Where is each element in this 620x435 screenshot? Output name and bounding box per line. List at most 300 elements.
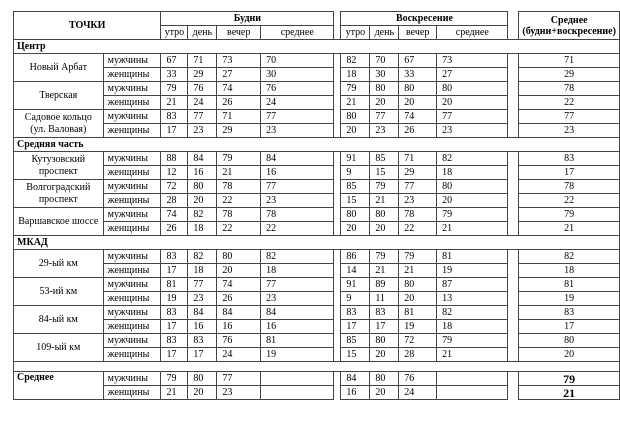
sunday-value: 20 [399,96,437,110]
weekday-value: 74 [217,278,261,292]
weekday-value: 84 [261,152,334,166]
summary-row [14,386,620,400]
column-gap [334,320,341,334]
weekday-value: 21 [161,96,188,110]
weekday-value: 72 [161,180,188,194]
weekday-value: 20 [188,194,217,208]
sex-label: женщины [103,124,161,138]
sunday-value: 19 [399,320,437,334]
column-gap [334,124,341,138]
column-gap [334,222,341,236]
sunday-value: 17 [370,320,399,334]
column-gap [508,264,519,278]
summary-empty [437,386,508,400]
location-label: 109-ый км [14,334,104,362]
sunday-value: 21 [437,222,508,236]
sunday-value: 77 [437,110,508,124]
sex-label: женщины [103,166,161,180]
weekday-value: 16 [188,320,217,334]
weekday-value: 84 [188,152,217,166]
sunday-value: 21 [370,194,399,208]
column-gap [334,194,341,208]
table-row [14,194,620,208]
col-day: день [370,26,399,40]
column-gap [508,320,519,334]
sunday-value: 80 [341,110,370,124]
summary-sunday-value: 16 [341,386,370,400]
column-gap [334,264,341,278]
column-gap [508,222,519,236]
sunday-value: 22 [399,222,437,236]
group-title: Центр [14,40,620,54]
column-gap [508,180,519,194]
overall-average: 23 [519,124,620,138]
weekday-value: 76 [217,334,261,348]
table-row [14,264,620,278]
sex-label: женщины [103,348,161,362]
sunday-value: 85 [341,180,370,194]
sunday-value: 83 [341,306,370,320]
weekday-value: 78 [217,208,261,222]
sunday-value: 18 [437,320,508,334]
sex-label: женщины [103,96,161,110]
weekday-value: 33 [161,68,188,82]
sex-label: женщины [103,386,161,400]
table-row [14,68,620,82]
column-gap [508,82,519,96]
sunday-value: 77 [370,110,399,124]
overall-average: 29 [519,68,620,82]
weekday-value: 17 [161,320,188,334]
column-gap [508,194,519,208]
weekday-value: 84 [217,306,261,320]
column-gap [508,306,519,320]
overall-average: 71 [519,54,620,68]
column-gap [334,12,341,40]
location-label: Новый Арбат [14,54,104,82]
sunday-value: 15 [341,194,370,208]
sunday-value: 79 [370,250,399,264]
sunday-value: 80 [399,82,437,96]
header-row [14,12,620,26]
weekday-value: 16 [261,320,334,334]
column-gap [508,68,519,82]
weekday-value: 16 [261,166,334,180]
weekday-value: 83 [161,306,188,320]
table-row [14,334,620,348]
sex-label: женщины [103,68,161,82]
table-row [14,110,620,124]
column-gap [334,306,341,320]
table-row [14,82,620,96]
sunday-value: 82 [437,306,508,320]
location-label: 84-ый км [14,306,104,334]
weekday-value: 79 [217,152,261,166]
location-label: 53-ий км [14,278,104,306]
column-gap [334,292,341,306]
summary-weekday-value: 77 [217,372,261,386]
weekday-value: 84 [188,306,217,320]
weekday-value: 18 [188,222,217,236]
sunday-value: 21 [370,264,399,278]
location-label: 29-ый км [14,250,104,278]
col-morning: утро [161,26,188,40]
group-row [14,138,620,152]
summary-weekday-value: 80 [188,372,217,386]
weekday-value: 77 [261,180,334,194]
sex-label: мужчины [103,372,161,386]
sunday-value: 80 [370,208,399,222]
sunday-value: 79 [437,334,508,348]
weekday-value: 81 [261,334,334,348]
table-row [14,180,620,194]
summary-sunday-value: 84 [341,372,370,386]
sex-label: мужчины [103,306,161,320]
sunday-value: 71 [399,152,437,166]
column-gap [508,208,519,222]
weekday-value: 71 [188,54,217,68]
sunday-value: 20 [370,348,399,362]
weekday-value: 80 [217,250,261,264]
header-average-all: Среднее (будни+воскресение) [519,12,620,40]
summary-overall-average: 79 [519,372,620,386]
table-row [14,306,620,320]
column-gap [508,124,519,138]
column-gap [334,250,341,264]
sex-label: мужчины [103,152,161,166]
sunday-value: 80 [437,82,508,96]
sunday-value: 21 [399,264,437,278]
weekday-value: 76 [261,82,334,96]
sunday-value: 83 [370,306,399,320]
weekday-value: 22 [217,222,261,236]
overall-average: 17 [519,320,620,334]
table-row [14,292,620,306]
summary-label: Среднее [14,372,104,400]
weekday-value: 23 [261,292,334,306]
sunday-value: 9 [341,166,370,180]
overall-average: 17 [519,166,620,180]
header-sunday: Воскресение [341,12,508,26]
sunday-value: 20 [370,222,399,236]
sunday-value: 23 [399,194,437,208]
group-title: МКАД [14,236,620,250]
table-row [14,250,620,264]
weekday-value: 82 [188,250,217,264]
summary-sunday-value: 20 [370,386,399,400]
sunday-value: 79 [437,208,508,222]
overall-average: 81 [519,278,620,292]
summary-sunday-value: 76 [399,372,437,386]
overall-average: 22 [519,194,620,208]
sunday-value: 79 [341,82,370,96]
overall-average: 20 [519,348,620,362]
summary-sunday-value: 24 [399,386,437,400]
sunday-value: 29 [399,166,437,180]
weekday-value: 83 [161,334,188,348]
table-row [14,152,620,166]
sunday-value: 17 [341,320,370,334]
weekday-value: 77 [188,278,217,292]
sunday-value: 18 [341,68,370,82]
sunday-value: 85 [341,334,370,348]
sex-label: женщины [103,320,161,334]
sunday-value: 27 [437,68,508,82]
weekday-value: 74 [217,82,261,96]
summary-weekday-value: 23 [217,386,261,400]
column-gap [334,82,341,96]
overall-average: 21 [519,222,620,236]
sunday-value: 33 [399,68,437,82]
summary-overall-average: 21 [519,386,620,400]
location-label: Волгоградский проспект [14,180,104,208]
overall-average: 79 [519,208,620,222]
weekday-value: 74 [161,208,188,222]
header-points: ТОЧКИ [14,12,161,40]
overall-average: 82 [519,250,620,264]
sunday-value: 79 [370,180,399,194]
sunday-value: 78 [399,208,437,222]
sunday-value: 80 [370,82,399,96]
sunday-value: 20 [437,96,508,110]
column-gap [334,152,341,166]
weekday-value: 23 [261,124,334,138]
weekday-value: 17 [161,264,188,278]
sunday-value: 9 [341,292,370,306]
sex-label: мужчины [103,82,161,96]
weekday-value: 24 [217,348,261,362]
sunday-value: 26 [399,124,437,138]
column-gap [334,180,341,194]
sunday-value: 15 [370,166,399,180]
weekday-value: 23 [261,194,334,208]
location-label: Тверская [14,82,104,110]
weekday-value: 29 [188,68,217,82]
column-gap [508,54,519,68]
weekday-value: 17 [188,348,217,362]
column-gap [508,334,519,348]
sunday-value: 82 [437,152,508,166]
sunday-value: 23 [437,124,508,138]
sex-label: мужчины [103,110,161,124]
weekday-value: 88 [161,152,188,166]
column-gap [508,96,519,110]
weekday-value: 29 [217,124,261,138]
sunday-value: 77 [399,180,437,194]
sunday-value: 91 [341,278,370,292]
weekday-value: 26 [217,96,261,110]
weekday-value: 81 [161,278,188,292]
group-title: Средняя часть [14,138,620,152]
sunday-value: 81 [437,250,508,264]
weekday-value: 80 [188,180,217,194]
sunday-value: 80 [370,334,399,348]
weekday-value: 19 [261,348,334,362]
weekday-value: 18 [261,264,334,278]
sunday-value: 20 [341,124,370,138]
sex-label: мужчины [103,250,161,264]
sunday-value: 74 [399,110,437,124]
sex-label: женщины [103,222,161,236]
sunday-value: 19 [437,264,508,278]
weekday-value: 23 [188,124,217,138]
sunday-value: 87 [437,278,508,292]
table-row [14,166,620,180]
weekday-value: 76 [188,82,217,96]
sunday-value: 20 [341,222,370,236]
weekday-value: 30 [261,68,334,82]
group-row [14,236,620,250]
column-gap [334,386,341,400]
column-gap [508,250,519,264]
col-average: среднее [437,26,508,40]
weekday-value: 24 [261,96,334,110]
summary-empty [261,386,334,400]
weekday-value: 77 [188,110,217,124]
sunday-value: 85 [370,152,399,166]
weekday-value: 28 [161,194,188,208]
location-label: Кутузовский проспект [14,152,104,180]
summary-empty [261,372,334,386]
col-morning: утро [341,26,370,40]
header-weekdays: Будни [161,12,334,26]
column-gap [334,166,341,180]
weekday-value: 18 [188,264,217,278]
weekday-value: 17 [161,124,188,138]
weekday-value: 78 [217,180,261,194]
column-gap [508,278,519,292]
sunday-value: 20 [437,194,508,208]
weekday-value: 16 [188,166,217,180]
location-label: Варшавское шоссе [14,208,104,236]
weekday-value: 67 [161,54,188,68]
weekday-value: 70 [261,54,334,68]
table-row [14,208,620,222]
table-row [14,320,620,334]
col-average: среднее [261,26,334,40]
sunday-value: 72 [399,334,437,348]
weekday-value: 73 [217,54,261,68]
sunday-value: 80 [399,278,437,292]
overall-average: 78 [519,180,620,194]
sunday-value: 81 [399,306,437,320]
sex-label: женщины [103,292,161,306]
table-row [14,278,620,292]
sunday-value: 70 [370,54,399,68]
overall-average: 19 [519,292,620,306]
weekday-value: 22 [261,222,334,236]
table-row [14,348,620,362]
weekday-value: 27 [217,68,261,82]
weekday-value: 77 [261,110,334,124]
overall-average: 80 [519,334,620,348]
summary-sunday-value: 80 [370,372,399,386]
column-gap [508,292,519,306]
sex-label: мужчины [103,208,161,222]
weekday-value: 16 [217,320,261,334]
weekday-value: 79 [161,82,188,96]
weekday-value: 20 [217,264,261,278]
sunday-value: 86 [341,250,370,264]
column-gap [334,110,341,124]
summary-empty [437,372,508,386]
summary-weekday-value: 20 [188,386,217,400]
sunday-value: 11 [370,292,399,306]
overall-average: 83 [519,306,620,320]
column-gap [334,96,341,110]
overall-average: 22 [519,96,620,110]
weekday-value: 26 [161,222,188,236]
summary-weekday-value: 79 [161,372,188,386]
weekday-value: 78 [261,208,334,222]
sex-label: мужчины [103,278,161,292]
spacer-cell [14,362,620,372]
spacer-row [14,362,620,372]
weekday-value: 21 [217,166,261,180]
overall-average: 78 [519,82,620,96]
sunday-value: 20 [370,96,399,110]
weekday-value: 84 [261,306,334,320]
overall-average: 77 [519,110,620,124]
sunday-value: 30 [370,68,399,82]
group-row [14,40,620,54]
sunday-value: 20 [399,292,437,306]
weekday-value: 71 [217,110,261,124]
table-row [14,54,620,68]
weekday-value: 12 [161,166,188,180]
sunday-value: 21 [341,96,370,110]
column-gap [334,348,341,362]
column-gap [508,166,519,180]
location-label: Садовое кольцо (ул. Валовая) [14,110,104,138]
column-gap [334,54,341,68]
weekday-value: 83 [188,334,217,348]
overall-average: 18 [519,264,620,278]
col-evening: вечер [217,26,261,40]
weekday-value: 82 [261,250,334,264]
column-gap [334,278,341,292]
column-gap [508,12,519,40]
sunday-value: 80 [437,180,508,194]
summary-row [14,372,620,386]
table-row [14,222,620,236]
sunday-value: 82 [341,54,370,68]
sunday-value: 15 [341,348,370,362]
summary-weekday-value: 21 [161,386,188,400]
sex-label: мужчины [103,334,161,348]
weekday-value: 82 [188,208,217,222]
weekday-value: 22 [217,194,261,208]
column-gap [334,208,341,222]
column-gap [334,334,341,348]
sunday-value: 14 [341,264,370,278]
column-gap [508,110,519,124]
column-gap [334,68,341,82]
sex-label: женщины [103,264,161,278]
sunday-value: 13 [437,292,508,306]
sex-label: женщины [103,194,161,208]
weekday-value: 83 [161,250,188,264]
weekday-value: 24 [188,96,217,110]
table-row [14,124,620,138]
sunday-value: 28 [399,348,437,362]
column-gap [334,372,341,386]
sunday-value: 23 [370,124,399,138]
weekday-value: 77 [261,278,334,292]
sunday-value: 80 [341,208,370,222]
column-gap [508,348,519,362]
column-gap [508,152,519,166]
